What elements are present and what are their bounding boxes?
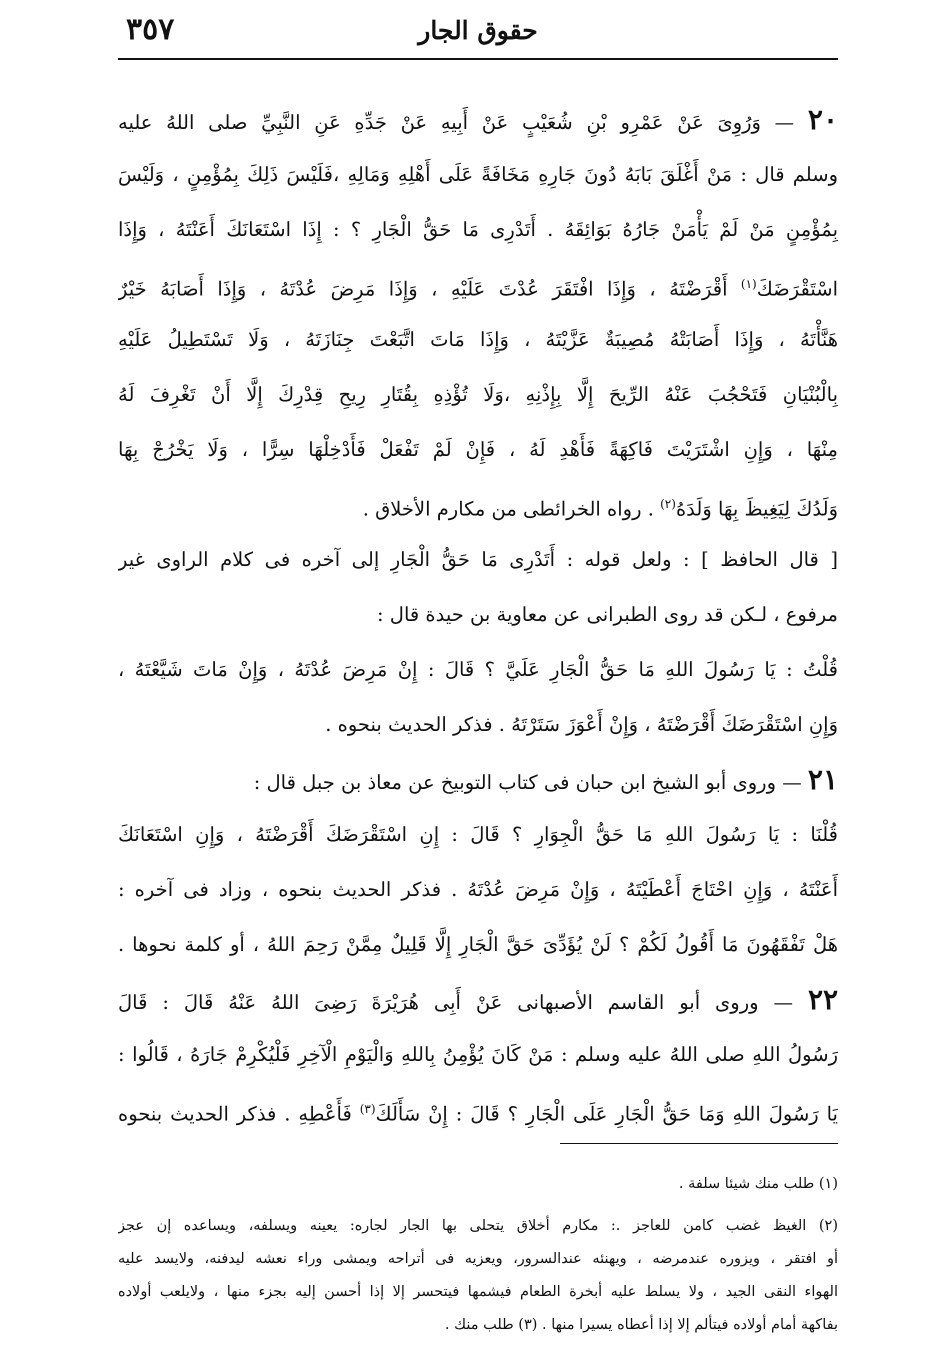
line-text: وَلَدُكَ لِيَغِيظَ بِهَا وَلَدَهُ	[675, 497, 838, 521]
text-line	[118, 642, 838, 697]
text-line	[118, 312, 838, 367]
line-text: هَنَّأْتَهُ ، وَإِذَا أَصَابَتْهُ مُصِيبَةٌ عَزَّيْتَهُ ، وَإِذَا مَاتَ اتَّبَعْتَ جِنَازَتَهُ ، وَلَا تَسْتَطِيلُ عَلَيْهِ	[118, 328, 838, 351]
footnote-line: بفاكهة أمام أولاده فيتألم إلا إذا أعطاه يسيرا منها . (٣) طلب منك .	[444, 1317, 838, 1333]
line-text: مرفوع ، لـكن قد روى الطبرانى عن معاوية بن حيدة قال :	[377, 603, 838, 626]
line-text: — وروى أبو الشيخ ابن حبان فى كتاب التوبيخ عن معاذ بن جبل قال :	[253, 771, 802, 794]
line-text: اسْتَقْرَضَكَ	[756, 277, 838, 301]
footnote-line: أو افتقر ، ويزوره عندمرضه ، ويهنئه عندالسرور، ويعزيه فى أتراحه ويمشى وراء نعشه ليدفنه، ولايسد عليه	[118, 1251, 838, 1267]
footnote-ref: (١)	[740, 277, 757, 291]
footnote-line: (١) طلب منك شيئا سلفة .	[678, 1176, 838, 1192]
hadith-number: ٢٢	[807, 983, 838, 1016]
line-text: . رواه الخرائطى من مكارم الأخلاق .	[362, 497, 661, 521]
line-text: وَإِنِ اسْتَقْرَضَكَ أَقْرَضْتَهُ ، وَإِنْ أَعْوَزَ سَتَرْتَهُ . فذكر الحديث بنحوه .	[325, 713, 838, 736]
line-text: هَلْ تَفْقَهُونَ مَا أَقُولُ لَكُمْ ؟ لَنْ يُؤَدِّىَ حَقَّ الْجَارِ إِلَّا قَلِيلٌ مِمَّنْ رَحِمَ اللهُ ، أو كلمة نحوها .	[118, 933, 838, 956]
line-text: يَا رَسُولَ اللهِ وَمَا حَقُّ الْجَارِ عَلَى الْجَارِ ؟ قَالَ : إِنْ سَأَلَكَ	[375, 1102, 838, 1126]
line-text: أَعَنْتَهُ ، وَإِنِ احْتَاجَ أَعْطَيْتَهُ ، وَإِنْ مَرِضَ عُدْتَهُ . فذكر الحديث بنحوه ، وزاد فى آخره :	[118, 878, 838, 901]
header-rule	[118, 58, 838, 60]
text-line	[118, 752, 838, 807]
text-line	[118, 422, 838, 477]
text-line	[118, 532, 838, 587]
page-number: ٣٥٧	[126, 12, 175, 47]
text-line	[118, 917, 838, 972]
text-line	[118, 972, 838, 1027]
line-text: — وروى أبو القاسم الأصبهانى عَنْ أَبِى هُرَيْرَةَ رَضِىَ اللهُ عَنْهُ قَالَ : قَالَ	[118, 991, 793, 1014]
line-text: بِمُؤْمِنٍ مَنْ لَمْ يَأْمَنْ جَارُهُ بَوَائِقَهُ . أَتَدْرِى مَا حَقُّ الْجَارِ ؟ : إِذَا اسْتَعَانَكَ أَعَنْتَهُ ، وَإِذَا	[118, 218, 838, 241]
footnote-line: الهواء النقى الجيد ، ولا يسلط عليه أبخرة الطعام فيشمها فيتحسر إلا إذا أحسن إليه بجزء منها ، ولايلعب أولاده	[118, 1284, 838, 1300]
text-line	[118, 862, 838, 917]
hadith-number: ٢٠	[807, 103, 838, 136]
line-text: [ قال الحافظ ] : ولعل قوله : أَتَدْرِى مَا حَقُّ الْجَارِ إلى آخره فى كلام الراوى غير	[118, 548, 838, 571]
text-line	[118, 587, 838, 642]
running-title: حقوق الجار	[418, 16, 538, 45]
footnote-rule	[560, 1143, 838, 1144]
footnote-ref: (٢)	[660, 497, 676, 511]
footnote-ref: (٣)	[359, 1102, 376, 1116]
text-line	[118, 92, 838, 147]
line-text: بِالْبُنْيَانِ فَتَحْجُبَ عَنْهُ الرِّيحَ إِلَّا بِإِذْنِهِ ،وَلَا تُؤْذِهِ بِقُتَارِ رِيحِ قِدْرِكَ إِلَّا أَنْ تَغْرِفَ لَهُ	[118, 383, 838, 406]
line-text: قُلْتُ : يَا رَسُولَ اللهِ مَا حَقُّ الْجَارِ عَلَيَّ ؟ قَالَ : إِنْ مَرِضَ عُدْتَهُ ، وَإِنْ مَاتَ شَيَّعْتَهُ ،	[118, 658, 838, 681]
text-line	[118, 1082, 838, 1137]
text-line	[118, 147, 838, 202]
line-text: فَأَعْطِهِ . فذكر الحديث بنحوه	[118, 1102, 360, 1126]
text-line	[118, 367, 838, 422]
line-text: رَسُولُ اللهِ صلى اللهُ عليه وسلم : مَنْ كَانَ يُؤْمِنُ بِاللهِ وَالْيَوْمِ الْآخِرِ فَلْيُكْرِمْ جَارَهُ ، قَالُوا :	[118, 1043, 838, 1066]
footnotes	[118, 1168, 838, 1342]
footnote-line: (٢) الغيظ غضب كامن للعاجز .: مكارم أخلاق يتحلى بها الجار لجاره: يعينه ويسلفه، ويساعده إن عجز	[118, 1218, 838, 1234]
line-text: قُلْنَا : يَا رَسُولَ اللهِ مَا حَقُّ الْجِوَارِ ؟ قَالَ : إِنِ اسْتَقْرَضَكَ أَقْرَضْتَهُ ، وَإِنِ اسْتَعَانَكَ	[118, 823, 838, 846]
page-header	[118, 10, 838, 54]
text-line	[118, 697, 838, 752]
line-text: — وَرُوِىَ عَنْ عَمْرِو بْنِ شُعَيْبٍ عَنْ أَبِيهِ عَنْ جَدِّهِ عَنِ النَّبِيِّ صلى اللهُ عليه	[118, 111, 795, 134]
main-text	[118, 92, 838, 1137]
text-line	[118, 477, 838, 532]
text-line	[118, 257, 838, 312]
text-line	[118, 1027, 838, 1082]
hadith-number: ٢١	[807, 763, 838, 796]
line-text: وسلم قال : مَنْ أَغْلَقَ بَابَهُ دُونَ جَارِهِ مَخَافَةً عَلَى أَهْلِهِ وَمَالِهِ ،فَلَيْسَ ذَلِكَ بِمُؤْمِنٍ ، وَلَيْسَ	[118, 163, 838, 186]
text-line	[118, 202, 838, 257]
line-text: أَقْرَضْتَهُ ، وَإِذَا افْتَقَرَ عُدْتَ عَلَيْهِ ، وَإِذَا مَرِضَ عُدْتَهُ ، وَإِذَا أَصَابَهُ خَيْرٌ	[118, 277, 741, 301]
text-line	[118, 807, 838, 862]
line-text: مِنْهَا ، وَإِنِ اشْتَرَيْتَ فَاكِهَةً فَأَهْدِ لَهُ ، فَإِنْ لَمْ تَفْعَلْ فَأَدْخِلْهَا سِرًّا ، وَلَا يَخْرُجْ بِهَا	[118, 438, 838, 461]
